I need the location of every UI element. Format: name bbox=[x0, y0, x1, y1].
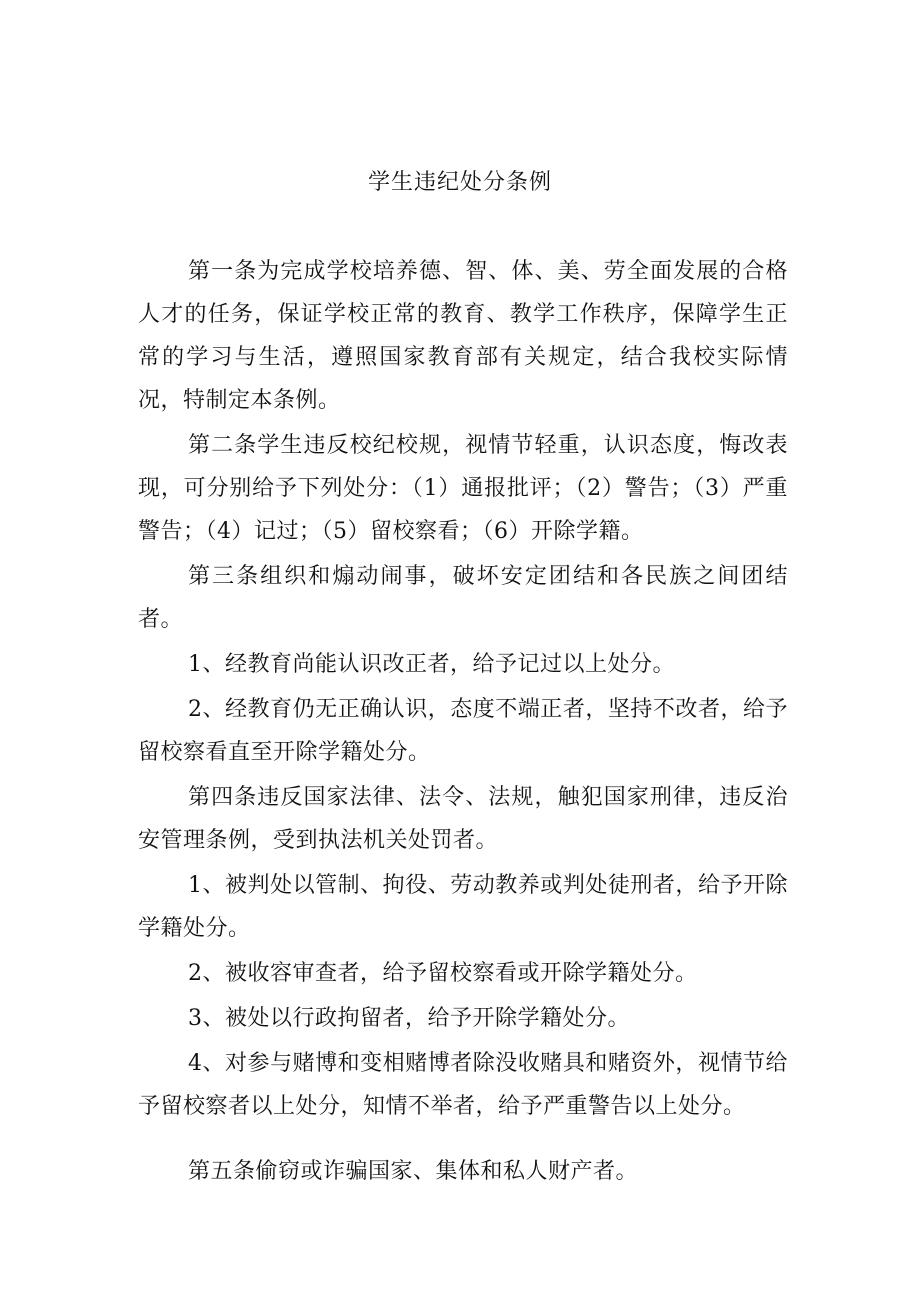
article-1-paragraph: 第一条为完成学校培养德、智、体、美、劳全面发展的合格人才的任务，保证学校正常的教育、教学工作秩序，保障学生正常的学习与生活，遵照国家教育部有关规定，结合我校实际情况，特制定本条例。 bbox=[138, 259, 788, 413]
article-4-item-2: 2、被收容审查者，给予留校察看或开除学籍处分。 bbox=[188, 961, 698, 986]
article-5-paragraph: 第五条偷窃或诈骗国家、集体和私人财产者。 bbox=[188, 1159, 639, 1184]
article-4-item-3: 3、被处以行政拘留者，给予开除学籍处分。 bbox=[188, 1006, 630, 1031]
article-4-item-1: 1、被判处以管制、拘役、劳动教养或判处徒刑者，给予开除学籍处分。 bbox=[138, 873, 788, 941]
article-4-paragraph: 第四条违反国家法律、法令、法规，触犯国家刑律，违反治安管理条例，受到执法机关处罚者。 bbox=[138, 785, 788, 853]
document-title: 学生违纪处分条例 bbox=[367, 170, 552, 195]
document-body bbox=[138, 250, 788, 1195]
article-3-item-2: 2、经教育仍无正确认识，态度不端正者，坚持不改者，给予留校察看直至开除学籍处分。 bbox=[138, 697, 788, 765]
article-3-item-1: 1、经教育尚能认识改正者，给予记过以上处分。 bbox=[188, 652, 675, 677]
article-4-item-4: 4、对参与赌博和变相赌博者除没收赌具和赌资外，视情节给予留校察者以上处分，知情不举者，给予严重警告以上处分。 bbox=[138, 1051, 788, 1119]
article-2-paragraph: 第二条学生违反校纪校规，视情节轻重，认识态度，悔改表现，可分别给予下列处分：（1）通报批评；（2）警告；（3）严重警告；（4）记过；（5）留校察看；（6）开除学籍。 bbox=[138, 433, 788, 544]
article-3-paragraph: 第三条组织和煽动闹事，破坏安定团结和各民族之间团结者。 bbox=[138, 564, 788, 632]
